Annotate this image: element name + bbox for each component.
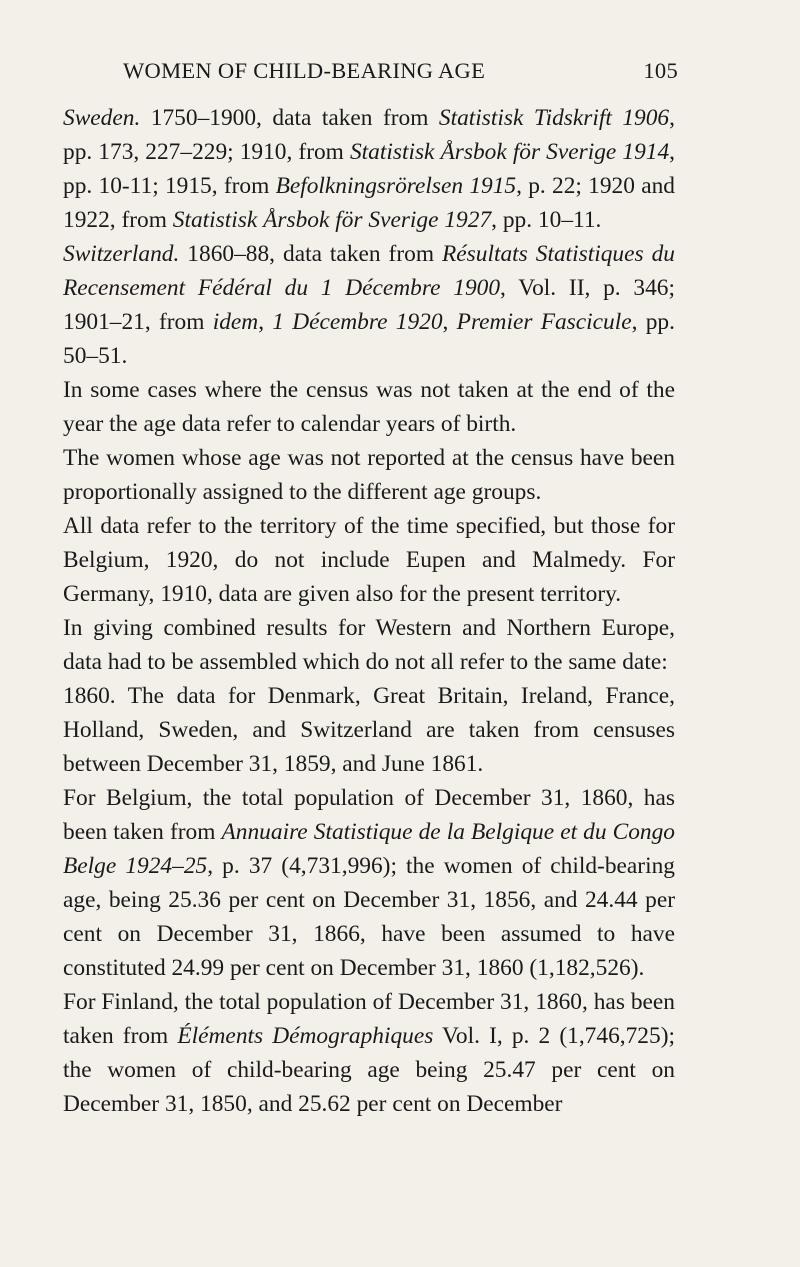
- text-run: In giving combined results for Western and Northern Europe, data had to be assembled which do not all refer to the same date:: [63, 615, 675, 675]
- paragraph-finland: [63, 985, 675, 1121]
- paragraph-sweden-sources: [63, 101, 675, 237]
- italic-run: Befolkningsrörelsen 1915: [275, 173, 517, 199]
- body-text: [63, 101, 675, 1121]
- text-run: , pp. 173, 227–229; 1910, from: [63, 105, 675, 165]
- text-run: 1860–88, data taken from: [179, 241, 443, 267]
- paragraph-territory: [63, 509, 675, 611]
- italic-run: Statistisk Tidskrift 1906: [438, 105, 670, 131]
- italic-run: 1 Décembre 1920: [272, 309, 443, 335]
- text-run: ,: [258, 309, 273, 335]
- italic-run: Premier Fascicule: [456, 309, 632, 335]
- text-run: , p. 37 (4,731,996); the women of child-bearing age, being 25.36 per cent on December 31, 1856, and 24.44 per cent on December 31, 1866, have been assumed to have constituted 24.99 per cent on December 31, 1860 (1,182,526).: [63, 853, 675, 981]
- paragraph-unreported-age: [63, 441, 675, 509]
- paragraph-combined-results: [63, 611, 675, 679]
- italic-run: Statistisk Årsbok för Sverige 1914: [349, 139, 670, 165]
- paragraph-1860-data: [63, 679, 675, 781]
- page-number: 105: [643, 58, 678, 83]
- text-run: All data refer to the territory of the time specified, but those for Belgium, 1920, do not include Eupen and Malmedy. For Germany, 1910, data are given also for the present territory.: [63, 513, 675, 607]
- text-run: ,: [442, 309, 457, 335]
- italic-run: Sweden.: [63, 105, 141, 131]
- text-run: , pp. 10–11.: [491, 207, 602, 233]
- text-run: 1750–1900, data taken from: [140, 105, 439, 131]
- running-title: WOMEN OF CHILD-BEARING AGE: [123, 58, 486, 83]
- text-run: The women whose age was not reported at the census have been proportionally assigned to the different age groups.: [63, 445, 675, 505]
- italic-run: Statistisk Årsbok för Sverige 1927: [172, 207, 492, 233]
- paragraph-belgium: [63, 781, 675, 985]
- text-run: For Belgium, the total population of December 31, 1860, has been taken from: [63, 785, 675, 845]
- text-run: , p. 22; 1920 and 1922, from: [63, 173, 675, 233]
- text-run: Vol. I, p. 2 (1,746,725); the women of child-bearing age being 25.47 per cent on December 31, 1850, and 25.62 per cent on December: [63, 1023, 675, 1117]
- text-run: , pp. 10-11; 1915, from: [63, 139, 676, 199]
- running-header: [123, 58, 678, 94]
- paragraph-census-timing: [63, 373, 675, 441]
- italic-run: Annuaire Statistique de la Belgique et du Congo Belge 1924–25: [63, 819, 676, 879]
- text-run: For Finland, the total population of December 31, 1860, has been taken from: [63, 989, 675, 1049]
- italic-run: Éléments Démographiques: [177, 1023, 434, 1049]
- italic-run: idem: [212, 309, 259, 335]
- italic-run: Switzerland.: [63, 241, 180, 267]
- text-run: , Vol. II, p. 346; 1901–21, from: [63, 275, 675, 335]
- paragraph-switzerland-sources: [63, 237, 675, 373]
- text-run: 1860. The data for Denmark, Great Britain, Ireland, France, Holland, Sweden, and Switzerland are taken from censuses between December 31, 1859, and June 1861.: [63, 683, 675, 777]
- text-run: In some cases where the census was not taken at the end of the year the age data refer to calendar years of birth.: [63, 377, 675, 437]
- italic-run: Résultats Statistiques du Recensement Fédéral du 1 Décembre 1900: [63, 241, 675, 301]
- text-run: , pp. 50–51.: [63, 309, 675, 369]
